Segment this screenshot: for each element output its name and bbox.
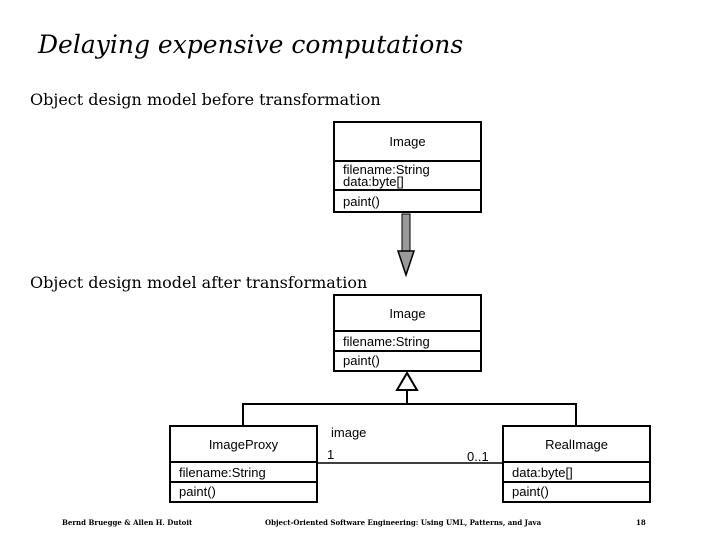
footer-book: Object-Oriented Software Engineering: Using UML, Patterns, and Java [265,518,542,527]
operation: paint() [343,194,380,209]
class-name: Image [389,306,426,321]
operation: paint() [343,353,380,368]
multiplicity-target: 0..1 [467,449,489,464]
footer-page-number: 18 [636,518,646,527]
attribute: filename:String [343,334,430,349]
association-role-label: image [331,425,367,440]
multiplicity-source: 1 [327,447,335,462]
footer-authors: Bernd Bruegge & Allen H. Dutoit [62,518,193,527]
operation: paint() [179,484,216,499]
slide-title: Delaying expensive computations [38,30,464,59]
transformation-arrow-shaft [402,214,410,252]
transformation-arrow-head [398,251,414,275]
attribute: data:byte[] [343,174,404,189]
attribute: data:byte[] [512,465,573,480]
class-name: RealImage [545,437,608,452]
operation: paint() [512,484,549,499]
after-heading: Object design model after transformation [30,273,368,292]
generalization-triangle [397,373,417,390]
before-heading: Object design model before transformation [30,90,381,109]
class-name: ImageProxy [208,437,279,452]
attribute: filename:String [179,465,266,480]
attribute: filename:String [343,162,430,177]
class-name: Image [389,134,426,149]
